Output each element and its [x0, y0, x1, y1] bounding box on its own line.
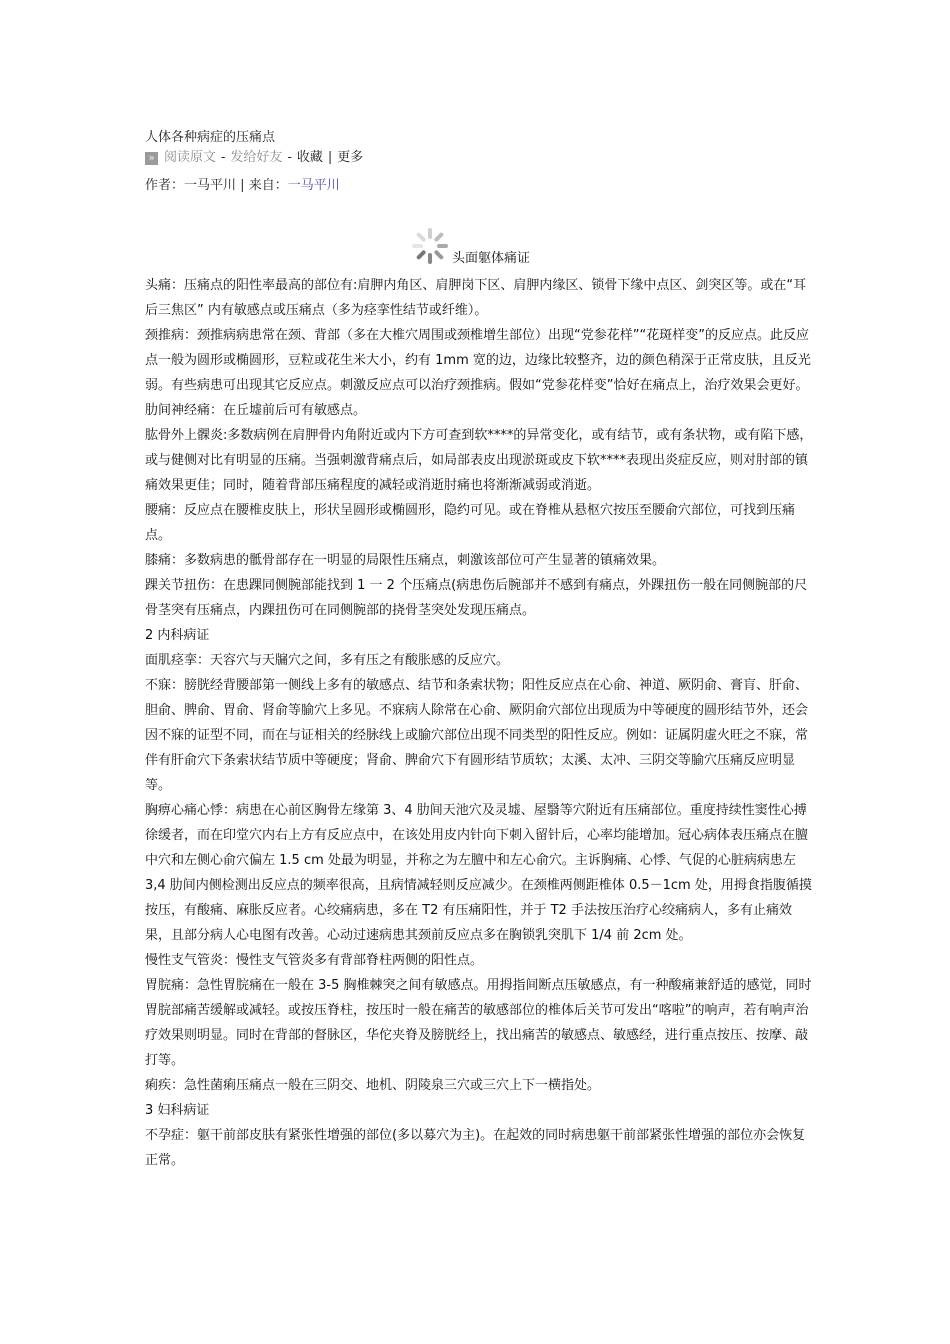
double-chevron-icon: »: [145, 152, 158, 165]
separator: |: [327, 150, 333, 165]
paragraph-headache: 头痛：压痛点的阳性率最高的部位有:肩胛内角区、肩胛岗下区、肩胛内缘区、锁骨下缘中点区、剑突区等。或在“耳后三焦区” 内有敏感点或压痛点（多为痉挛性结节或纤维）。: [145, 278, 807, 318]
article-body: [145, 273, 813, 1173]
paragraph-chest: 胸痹心痛心悸：病患在心前区胸骨左缘第 3、4 肋间天池穴及灵墟、屋翳等穴附近有压痛部位。重度持续性窦性心搏徐缓者，而在印堂穴内右上方有反应点中，在该处用皮内针向下刺入留针后，心率均能增加。冠心病体表压痛点在膻中穴和左侧心俞穴偏左 1.5 cm 处最为明显，并称之为左膻中和左心俞穴。主诉胸痛、心悸、气促的心脏病病患左 3,4 肋间内侧检测出反应点的频率很高，且病情减轻则反应减少。在颈椎两侧距椎体 0.5－1cm 处，用拇食指腹循摸按压，有酸痛、麻胀反应者。心绞痛病患，多在 T2 有压痛阳性，并于 T2 手法按压治疗心绞痛病人，多有止痛效果，且部分病人心电图有改善。心动过速病患其颈前反应点多在胸锁乳突肌下 1/4 前 2cm 处。: [145, 803, 812, 943]
read-original-link[interactable]: 阅读原文: [164, 150, 217, 165]
more-link[interactable]: 更多: [337, 150, 364, 165]
paragraph-infertility: 不孕症：躯干前部皮肤有紧张性增强的部位(多以募穴为主)。在起效的同时病患躯干前部紧张性增强的部位亦会恢复正常。: [145, 1128, 806, 1168]
separator: -: [221, 150, 226, 165]
section-title: 头面躯体痛证: [452, 251, 531, 266]
separator: -: [287, 150, 292, 165]
paragraph-ankle: 踝关节扭伤：在患踝同侧腕部能找到 1 一 2 个压痛点(病患伤后腕部并不感到有痛点，外踝扭伤一般在同侧腕部的尺骨茎突有压痛点，内踝扭伤可在同侧腕部的挠骨茎突处发现压痛点。: [145, 578, 808, 618]
source-label: 来自：: [248, 178, 288, 193]
paragraph-knee: 膝痛：多数病患的骶骨部存在一明显的局限性压痛点，刺激该部位可产生显著的镇痛效果。: [145, 553, 666, 568]
paragraph-intercostal: 肋间神经痛：在丘墟前后可有敏感点。: [145, 403, 367, 418]
paragraph-stomach: 胃脘痛：急性胃脘痛在一般在 3-5 胸椎棘突之间有敏感点。用拇指间断点压敏感点，有一种酸痛兼舒适的感觉，同时胃脘部痛苦缓解或减轻。或按压脊柱，按压时一般在痛苦的敏感部位的椎体后关节可发出“喀啦”的响声，若有响声治疗效果则明显。同时在背部的督脉区，华佗夹脊及膀胱经上，找出痛苦的敏感点、敏感经，进行重点按压、按摩、敲打等。: [145, 978, 812, 1068]
source-link[interactable]: 一马平川: [287, 178, 340, 193]
paragraph-bronchitis: 慢性支气管炎：慢性支气管炎多有背部脊柱两侧的阳性点。: [145, 953, 484, 968]
author-label: 作者：: [145, 178, 185, 193]
favorite-link[interactable]: 收藏: [296, 150, 323, 165]
loading-spinner-icon: [410, 226, 450, 266]
paragraph-lumbago: 腰痛：反应点在腰椎皮肤上，形状呈圆形或椭圆形，隐约可见。或在脊椎从悬枢穴按压至腰俞穴部位，可找到压痛点。: [145, 503, 796, 543]
article-header: [145, 128, 363, 196]
paragraph-cervical: 颈推病：颈推病病患常在颈、背部（多在大椎穴周围或颈椎增生部位）出现“党参花样”“花斑样变”的反应点。此反应点一般为圆形或椭圆形，豆粒或花生米大小，约有 1mm 宽的边，边缘比较整齐，边的颜色稍深于正常皮肤，且反光弱。有些病患可出现其它反应点。刺激反应点可以治疗颈推病。假如“党参花样变”恰好在痛点上，治疗效果会更好。: [145, 328, 811, 393]
meta-divider: |: [240, 178, 245, 193]
send-friend-link[interactable]: 发给好友: [230, 150, 283, 165]
subheading-gynecology: 3 妇科病证: [145, 1103, 210, 1118]
paragraph-elbow: 肱骨外上髁炎:多数病例在肩胛骨内角附近或内下方可查到软****的异常变化，或有结节，或有条状物，或有陷下感，或与健侧对比有明显的压痛。当强刺激背痛点后，如局部表皮出现淤斑或皮下软****表现出炎症反应，则对肘部的镇痛效果更佳；同时，随着背部压痛程度的减轻或消逝肘痛也将渐渐减弱或消逝。: [145, 428, 813, 493]
subheading-internal: 2 内科病证: [145, 628, 210, 643]
article-meta: [145, 176, 363, 196]
author-name: 一马平川: [184, 178, 237, 193]
article-title: 人体各种病症的压痛点: [145, 130, 276, 145]
paragraph-facial: 面肌痉挛：天容穴与天牖穴之间，多有压之有酸胀感的反应穴。: [145, 653, 510, 668]
section-heading: [410, 226, 530, 266]
action-bar: [145, 148, 363, 168]
paragraph-insomnia: 不寐：膀胱经背腰部第一侧线上多有的敏感点、结节和条索状物；阳性反应点在心俞、神道、厥阴俞、膏肓、肝俞、胆俞、脾俞、胃俞、肾俞等腧穴上多见。不寐病人除常在心俞、厥阴俞穴部位出现质为中等硬度的圆形结节外，还会因不寐的证型不同，而在与证相关的经脉线上或腧穴部位出现不同类型的阳性反应。例如：证属阴虚火旺之不寐，常伴有肝俞穴下条索状结节质中等硬度；肾俞、脾俞穴下有圆形结节质软；太溪、太冲、三阴交等腧穴压痛反应明显等。: [145, 678, 809, 793]
paragraph-dysentery: 痢疾：急性菌痢压痛点一般在三阴交、地机、阴陵泉三穴或三穴上下一横指处。: [145, 1078, 601, 1093]
